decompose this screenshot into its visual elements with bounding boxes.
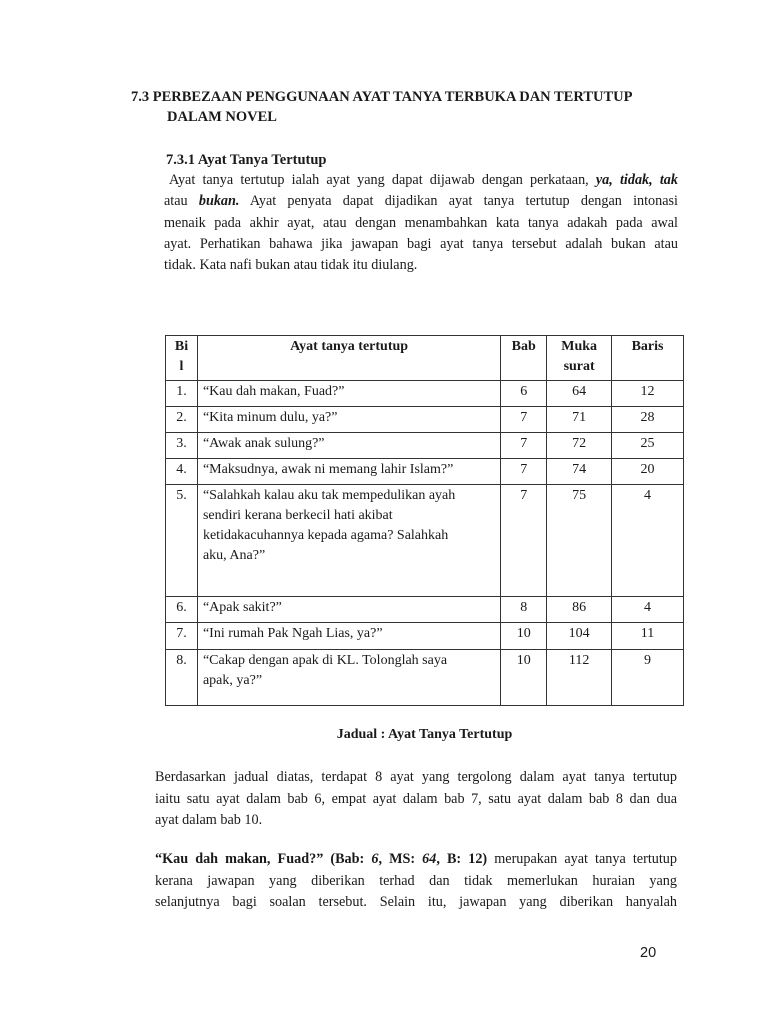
header-ayat: Ayat tanya tertutup xyxy=(197,336,500,381)
cell-muka-surat: 75 xyxy=(547,485,612,597)
table-caption: Jadual : Ayat Tanya Tertutup xyxy=(336,727,513,742)
intro-line-2: atau bukan. Ayat penyata dapat dijadikan ayat tanya tertutup dengan intonasi xyxy=(164,193,678,210)
section-heading-line1: 7.3 PERBEZAAN PENGGUNAAN AYAT TANYA TERBUKA DAN TERTUTUP xyxy=(131,89,633,105)
table-row xyxy=(166,485,684,597)
analysis-line-2: kerana jawapan yang diberikan terhad dan tidak memerlukan huraian yang xyxy=(155,872,677,889)
cell-muka-surat: 64 xyxy=(547,381,612,407)
cell-baris: 25 xyxy=(612,433,684,459)
summary-paragraph xyxy=(155,767,677,832)
cell-baris: 28 xyxy=(612,407,684,433)
cell-baris: 12 xyxy=(612,381,684,407)
cell-bil: 8. xyxy=(166,650,198,706)
page-number: 20 xyxy=(640,945,657,961)
cell-muka-surat: 112 xyxy=(547,650,612,706)
cell-muka-surat: 71 xyxy=(547,407,612,433)
cell-bab: 7 xyxy=(501,459,547,485)
cell-bil: 4. xyxy=(166,459,198,485)
section-heading-line2: DALAM NOVEL xyxy=(167,109,277,125)
question-table xyxy=(165,335,684,706)
table-row xyxy=(166,623,684,650)
cell-muka-surat: 86 xyxy=(547,597,612,623)
cell-ayat: “Salahkah kalau aku tak mempedulikan ayah sendiri kerana berkecil hati akibat ketidakacuhannya kepada agama? Salahkah aku, Ana?” xyxy=(197,485,500,597)
cell-baris: 4 xyxy=(612,597,684,623)
summary-line-2: iaitu satu ayat dalam bab 6, empat ayat dalam bab 7, satu ayat dalam bab 8 dan dua xyxy=(155,790,677,807)
header-bil: Bi l xyxy=(166,336,198,381)
intro-paragraph xyxy=(164,170,678,276)
table-row xyxy=(166,650,684,706)
cell-bab: 7 xyxy=(501,407,547,433)
header-baris: Baris xyxy=(612,336,684,381)
cell-muka-surat: 74 xyxy=(547,459,612,485)
intro-line-1: Ayat tanya tertutup ialah ayat yang dapat dijawab dengan perkataan, ya, tidak, tak xyxy=(169,172,678,188)
cell-muka-surat: 104 xyxy=(547,623,612,650)
section-heading xyxy=(131,87,691,127)
cell-bil: 1. xyxy=(166,381,198,407)
cell-bil: 5. xyxy=(166,485,198,597)
cell-baris: 20 xyxy=(612,459,684,485)
analysis-paragraph xyxy=(155,849,677,914)
cell-baris: 4 xyxy=(612,485,684,597)
analysis-line-3: selanjutnya bagi soalan tersebut. Selain itu, jawapan yang diberikan hanyalah xyxy=(155,894,677,910)
cell-bil: 2. xyxy=(166,407,198,433)
table-row xyxy=(166,459,684,485)
cell-ayat: “Maksudnya, awak ni memang lahir Islam?” xyxy=(197,459,500,485)
cell-bab: 7 xyxy=(501,433,547,459)
table-row xyxy=(166,381,684,407)
summary-line-3: ayat dalam bab 10. xyxy=(155,812,263,828)
subsection-heading: 7.3.1 Ayat Tanya Tertutup xyxy=(166,152,327,168)
cell-bil: 3. xyxy=(166,433,198,459)
cell-ayat: “Awak anak sulung?” xyxy=(197,433,500,459)
table-header-row xyxy=(166,336,684,381)
cell-ayat: “Apak sakit?” xyxy=(197,597,500,623)
cell-bab: 7 xyxy=(501,485,547,597)
cell-bil: 6. xyxy=(166,597,198,623)
cell-bil: 7. xyxy=(166,623,198,650)
cell-ayat: “Cakap dengan apak di KL. Tolonglah saya apak, ya?” xyxy=(197,650,500,706)
cell-ayat: “Kita minum dulu, ya?” xyxy=(197,407,500,433)
cell-bab: 8 xyxy=(501,597,547,623)
cell-baris: 9 xyxy=(612,650,684,706)
table-row xyxy=(166,597,684,623)
intro-line-3: menaik pada akhir ayat, atau dengan menambahkan kata tanya adakah pada awal xyxy=(164,214,678,231)
summary-line-1: Berdasarkan jadual diatas, terdapat 8 ayat yang tergolong dalam ayat tanya tertutup xyxy=(155,769,677,785)
cell-bab: 6 xyxy=(501,381,547,407)
header-muka-surat: Muka surat xyxy=(547,336,612,381)
cell-muka-surat: 72 xyxy=(547,433,612,459)
intro-line-5: tidak. Kata nafi bukan atau tidak itu diulang. xyxy=(164,257,418,274)
cell-bab: 10 xyxy=(501,623,547,650)
cell-ayat: “Ini rumah Pak Ngah Lias, ya?” xyxy=(197,623,500,650)
table-row xyxy=(166,407,684,433)
intro-line-4: ayat. Perhatikan bahawa jika jawapan bagi ayat tanya tersebut adalah bukan atau xyxy=(164,235,678,252)
cell-bab: 10 xyxy=(501,650,547,706)
cell-baris: 11 xyxy=(612,623,684,650)
table-row xyxy=(166,433,684,459)
analysis-line-1: “Kau dah makan, Fuad?” (Bab: 6, MS: 64, B: 12) merupakan ayat tanya tertutup xyxy=(155,851,677,867)
header-bab: Bab xyxy=(501,336,547,381)
cell-ayat: “Kau dah makan, Fuad?” xyxy=(197,381,500,407)
